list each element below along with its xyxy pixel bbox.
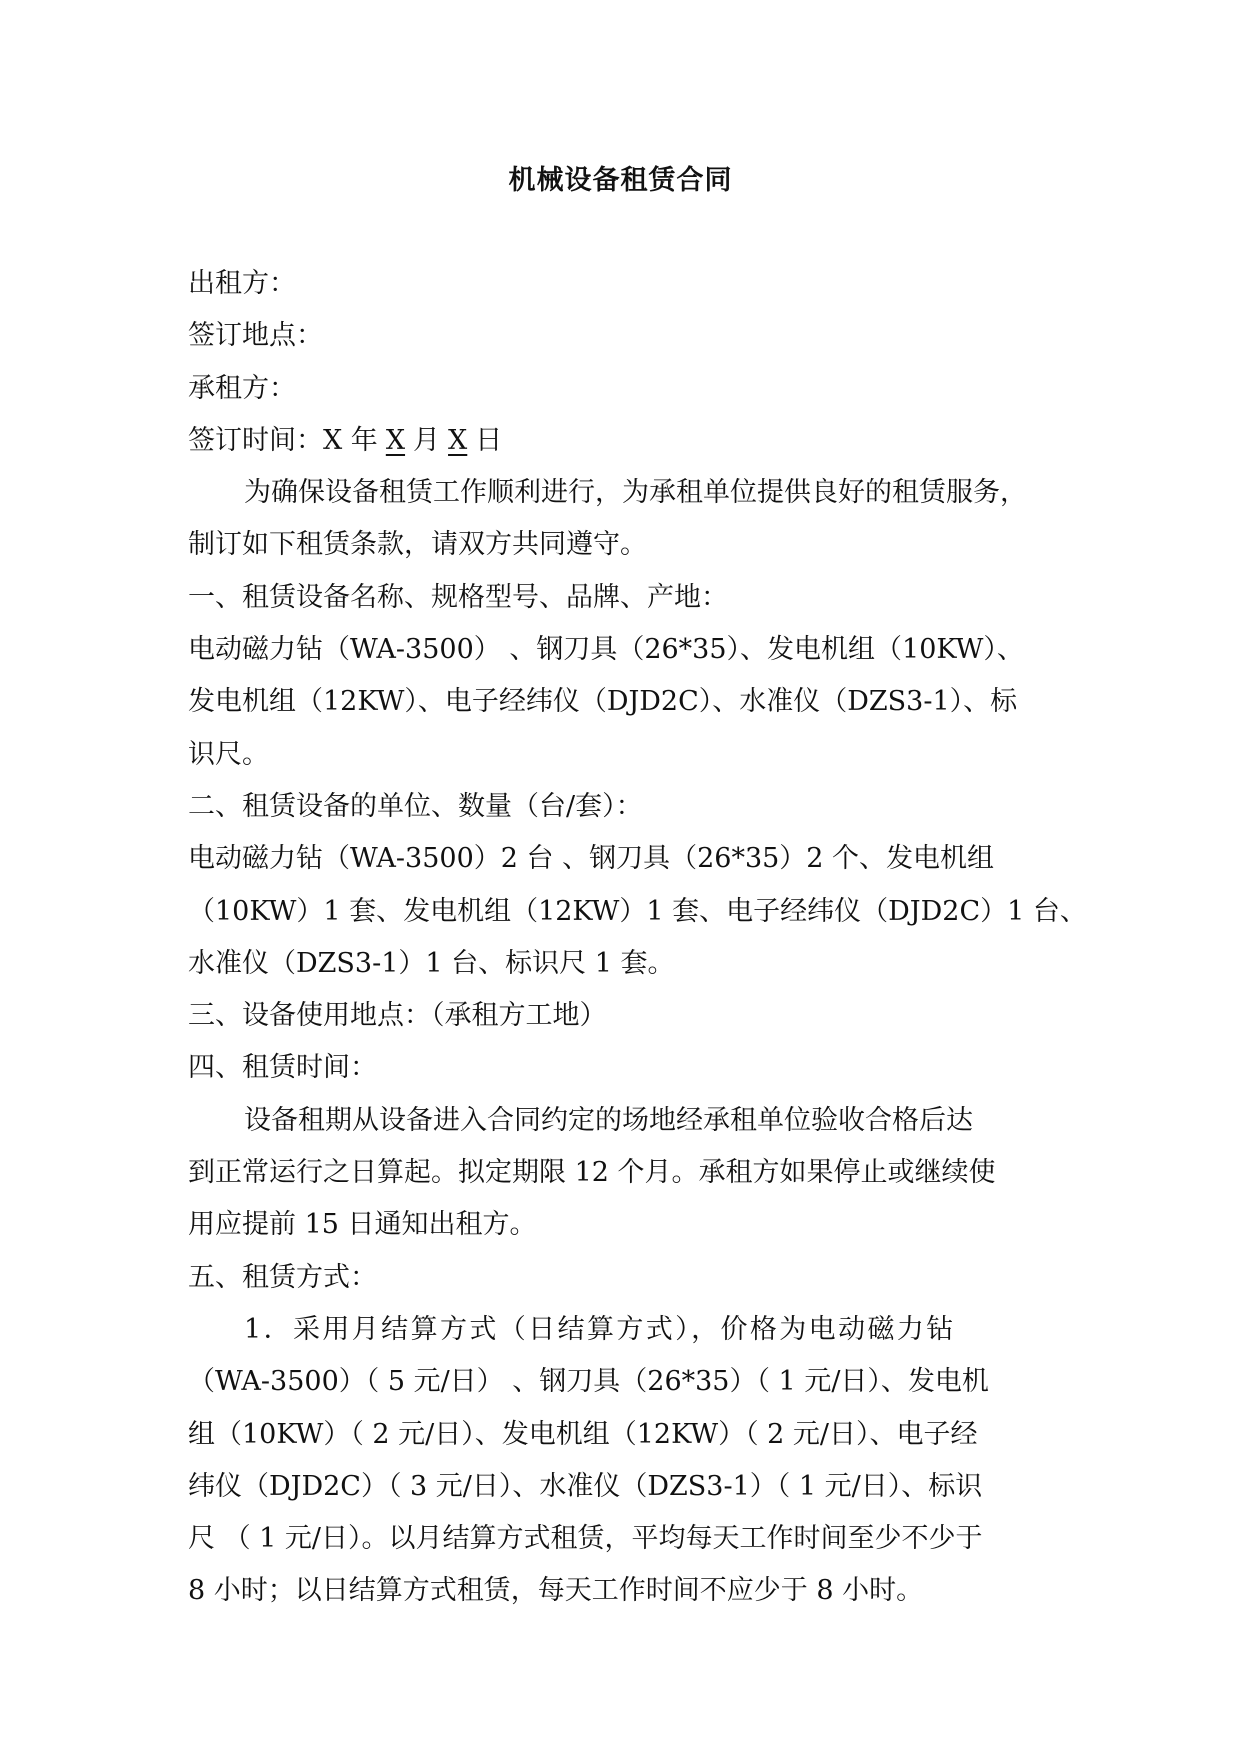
intro-line: 制订如下租赁条款，请双方共同遵守。 xyxy=(188,529,647,561)
lessee-line: 承租方： xyxy=(188,372,296,404)
section1-heading: 一、租赁设备名称、规格型号、品牌、产地： xyxy=(188,581,728,613)
section5-line: 8 小时；以日结算方式租赁，每天工作时间不应少于 8 小时。 xyxy=(188,1575,924,1607)
section4-heading: 四、租赁时间： xyxy=(188,1052,377,1084)
section5-heading: 五、租赁方式： xyxy=(188,1261,377,1293)
date-month-value: X xyxy=(385,424,406,456)
section2-line: （10KW）1 套、发电机组（12KW）1 套、电子经纬仪（DJD2C）1 台、 xyxy=(188,895,1087,927)
date-prefix: 签订时间：X 年 xyxy=(188,424,378,456)
section5-line: 组（10KW）（ 2 元/日）、发电机组（12KW）（ 2 元/日）、电子经 xyxy=(188,1418,978,1450)
section5-line: 尺 （ 1 元/日）。以月结算方式租赁，平均每天工作时间至少不少于 xyxy=(188,1523,983,1555)
section2-line: 电动磁力钻（WA-3500）2 台 、钢刀具（26*35）2 个、发电机组 xyxy=(188,843,995,875)
date-day-value: X xyxy=(448,424,468,456)
section1-line: 识尺。 xyxy=(188,738,269,770)
section5-line: 1．采用月结算方式（日结算方式），价格为电动磁力钻 xyxy=(244,1313,956,1345)
section5-line: 纬仪（DJD2C）（ 3 元/日）、水准仪（DZS3-1）（ 1 元/日）、标识 xyxy=(188,1470,983,1502)
document-body xyxy=(188,258,1087,1618)
document-title: 机械设备租赁合同 xyxy=(508,165,733,196)
section3-heading: 三、设备使用地点：（承租方工地） xyxy=(188,1000,607,1032)
section1-line: 发电机组（12KW）、电子经纬仪（DJD2C）、水准仪（DZS3-1）、标 xyxy=(188,686,1018,718)
section1-line: 电动磁力钻（WA-3500） 、钢刀具（26*35）、发电机组（10KW）、 xyxy=(188,634,1024,666)
section2-line: 水准仪（DZS3-1）1 台、标识尺 1 套。 xyxy=(188,947,675,979)
date-month-label: 月 xyxy=(413,424,441,456)
lessor-line: 出租方： xyxy=(188,268,296,299)
intro-line: 为确保设备租赁工作顺利进行，为承租单位提供良好的租赁服务， xyxy=(244,477,1027,509)
signing-date-line xyxy=(188,415,1058,467)
section2-heading: 二、租赁设备的单位、数量（台/套）： xyxy=(188,790,643,822)
section4-line: 到正常运行之日算起。拟定期限 12 个月。承租方如果停止或继续使 xyxy=(188,1157,996,1189)
section5-line: （WA-3500）（ 5 元/日） 、钢刀具（26*35）（ 1 元/日）、发电机 xyxy=(188,1366,989,1398)
section4-line: 用应提前 15 日通知出租方。 xyxy=(188,1209,537,1241)
date-day-label: 日 xyxy=(475,424,503,456)
section4-line: 设备租期从设备进入合同约定的场地经承租单位验收合格后达 xyxy=(244,1104,973,1136)
signing-place-line: 签订地点： xyxy=(188,320,323,352)
